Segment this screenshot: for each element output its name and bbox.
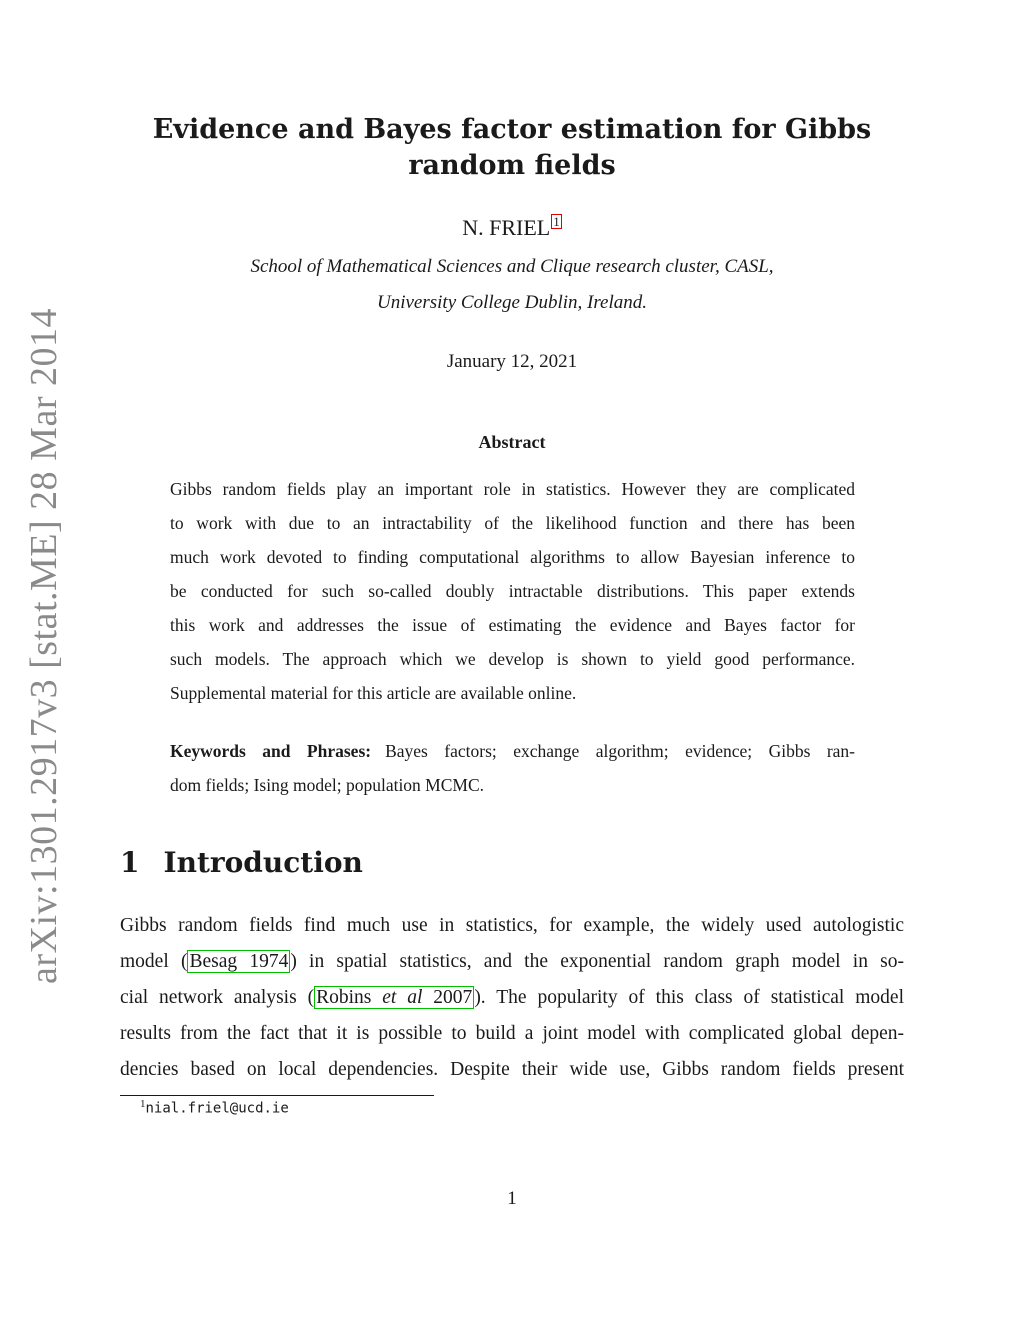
date: January 12, 2021 xyxy=(446,351,578,372)
footnote xyxy=(140,1098,289,1117)
author xyxy=(0,214,1024,241)
title-line-2: random fields xyxy=(408,150,616,181)
author-footnote-link[interactable]: 1 xyxy=(553,214,560,229)
abstract-line: Gibbs random fields play an important role in statistics. However they are complicated xyxy=(170,479,855,499)
section-heading xyxy=(120,846,363,879)
intro-line: dencies based on local dependencies. Despite their wide use, Gibbs random fields present xyxy=(120,1059,904,1080)
page-number: 1 xyxy=(507,1188,517,1209)
footnote-rule xyxy=(120,1095,434,1096)
author-name: N. FRIEL xyxy=(462,215,551,240)
abstract-line: much work devoted to finding computational algorithms to allow Bayesian inference to xyxy=(170,547,855,567)
abstract-line: to work with due to an intractability of the likelihood function and there has been xyxy=(170,513,855,533)
intro-line: cial network analysis ( Robins et al 2007 ). The popularity of this class of statistical model xyxy=(120,987,904,1008)
paper-title xyxy=(150,112,874,184)
intro-paragraph xyxy=(120,908,904,1088)
keywords-label: Keywords and Phrases: xyxy=(170,741,372,761)
abstract-line: this work and addresses the issue of estimating the evidence and Bayes factor for xyxy=(170,615,855,635)
title-line-1: Evidence and Bayes factor estimation for Gibbs xyxy=(152,114,872,145)
section-title: Introduction xyxy=(163,846,363,879)
affiliation-line-2: University College Dublin, Ireland. xyxy=(377,292,647,313)
keywords xyxy=(170,734,855,802)
footnote-mark: 1 xyxy=(140,1098,146,1110)
citation-robins-2007[interactable]: Robins et al 2007 xyxy=(316,987,473,1008)
abstract-line: Supplemental material for this article are available online. xyxy=(170,683,577,703)
abstract-heading: Abstract xyxy=(478,432,546,452)
intro-line: results from the fact that it is possible to build a joint model with complicated global depen- xyxy=(120,1023,904,1044)
affiliation-line-1: School of Mathematical Sciences and Clique research cluster, CASL, xyxy=(250,256,774,277)
intro-line: model ( Besag 1974 ) in spatial statistics, and the exponential random graph model in so- xyxy=(120,951,904,972)
keywords-text-2: dom fields; Ising model; population MCMC. xyxy=(170,775,485,795)
section-number: 1 xyxy=(120,846,140,879)
abstract-body xyxy=(170,472,855,710)
arxiv-stamp-text: arXiv:1301.2917v3 [stat.ME] 28 Mar 2014 xyxy=(23,308,65,984)
citation-besag-1974[interactable]: Besag 1974 xyxy=(189,951,289,972)
footnote-email: nial.friel@ucd.ie xyxy=(145,1100,289,1117)
keywords-text-1: Bayes factors; exchange algorithm; evidence; Gibbs ran- xyxy=(385,741,855,761)
abstract-line: such models. The approach which we develop is shown to yield good performance. xyxy=(170,649,855,669)
intro-line: Gibbs random fields find much use in statistics, for example, the widely used autologistic xyxy=(120,915,904,936)
abstract-line: be conducted for such so-called doubly intractable distributions. This paper extends xyxy=(170,581,855,601)
